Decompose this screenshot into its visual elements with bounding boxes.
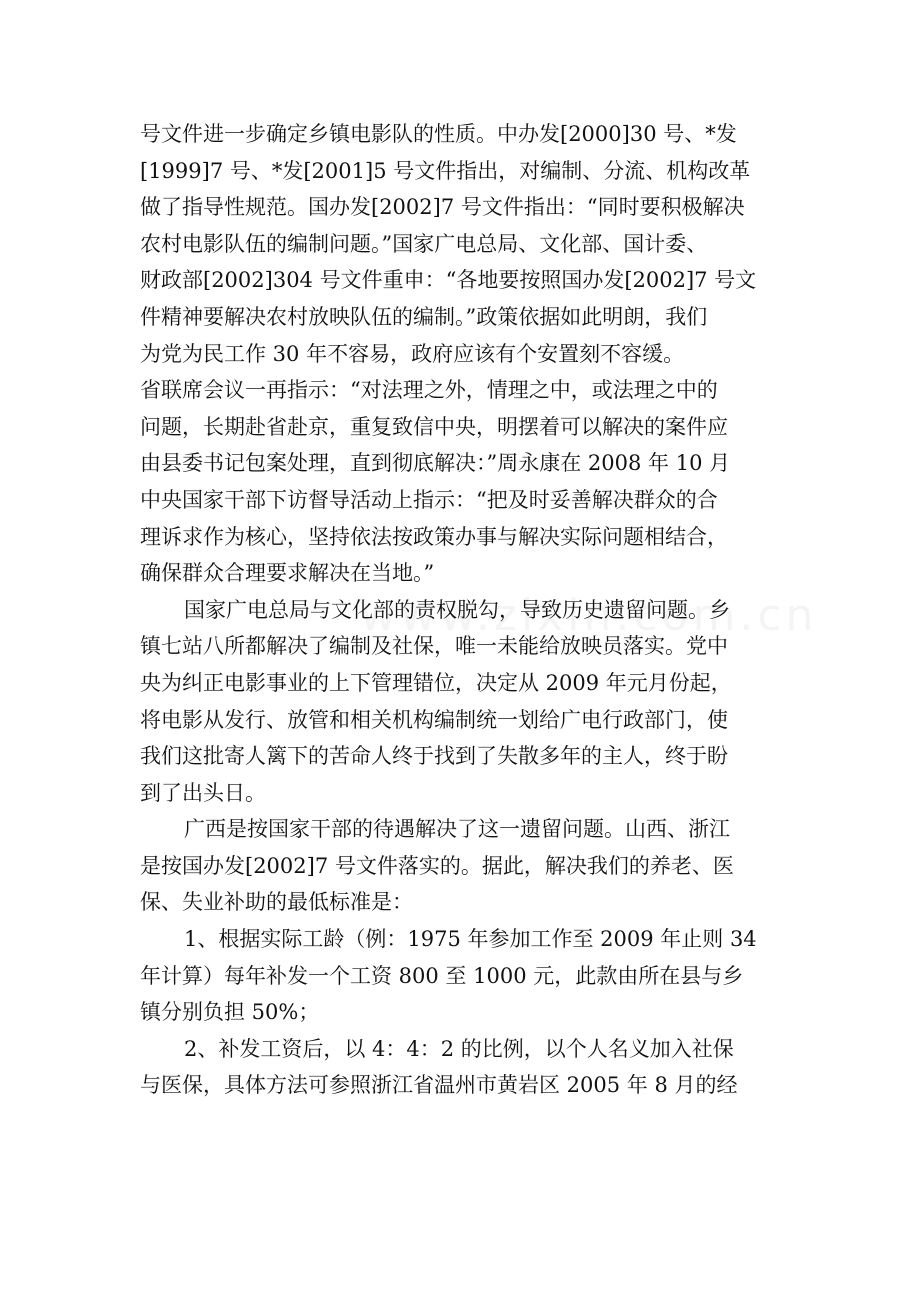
text-line: 镇七站八所都解决了编制及社保，唯一未能给放映员落实。党中 bbox=[140, 634, 728, 659]
text-line: 到了出头日。 bbox=[140, 780, 266, 805]
text-line: 广西是按国家干部的待遇解决了这一遗留问题。山西、浙江 bbox=[184, 817, 730, 842]
text-line: 号文件进一步确定乡镇电影队的性质。中办发[2000]30 号、*发 bbox=[140, 122, 737, 146]
text-line: 年计算）每年补发一个工资 800 至 1000 元，此款由所在县与乡 bbox=[140, 963, 744, 988]
body-text bbox=[140, 116, 786, 1104]
text-line: [1999]7 号、*发[2001]5 号文件指出，对编制、分流、机构改革 bbox=[140, 158, 751, 183]
text-line: 问题，长期赴省赴京，重复致信中央，明摆着可以解决的案件应 bbox=[140, 414, 728, 439]
text-line: 国家广电总局与文化部的责权脱勾，导致历史遗留问题。乡 bbox=[184, 597, 730, 622]
text-line: 为党为民工作 30 年不容易，政府应该有个安置刻不容缓。 bbox=[140, 341, 685, 366]
text-line: 2、补发工资后，以 4：4：2 的比例，以个人名义加入社保 bbox=[184, 1036, 734, 1061]
text-line: 财政部[2002]304 号文件重申：“各地要按照国办发[2002]7 号文 bbox=[140, 268, 757, 293]
text-line: 农村电影队伍的编制问题。”国家广电总局、文化部、国计委、 bbox=[140, 231, 708, 256]
text-line: 中央国家干部下访督导活动上指示：“把及时妥善解决群众的合 bbox=[140, 487, 718, 512]
text-line: 我们这批寄人篱下的苦命人终于找到了失散多年的主人，终于盼 bbox=[140, 744, 728, 769]
text-line: 1、根据实际工龄（例：1975 年参加工作至 2009 年止则 34 bbox=[184, 927, 757, 952]
text-line: 确保群众合理要求解决在当地。” bbox=[140, 561, 435, 586]
text-line: 保、失业补助的最低标准是： bbox=[140, 890, 413, 915]
text-line: 理诉求作为核心，坚持依法按政策办事与解决实际问题相结合， bbox=[140, 524, 728, 549]
text-line: 做了指导性规范。国办发[2002]7 号文件指出：“同时要积极解决 bbox=[140, 195, 745, 220]
text-line: 央为纠正电影事业的上下管理错位，决定从 2009 年元月份起， bbox=[140, 670, 732, 695]
text-line: 是按国办发[2002]7 号文件落实的。据此，解决我们的养老、医 bbox=[140, 853, 734, 878]
text-line: 由县委书记包案处理，直到彻底解决：”周永康在 2008 年 10 月 bbox=[140, 451, 731, 476]
text-line: 将电影从发行、放管和相关机构编制统一划给广电行政部门，使 bbox=[140, 707, 728, 732]
text-line: 件精神要解决农村放映队伍的编制。”政策依据如此明朗，我们 bbox=[140, 304, 708, 329]
text-line: 与医保，具体方法可参照浙江省温州市黄岩区 2005 年 8 月的经 bbox=[140, 1073, 738, 1098]
text-line: 镇分别负担 50%； bbox=[140, 1000, 320, 1025]
text-line: 省联席会议一再指示：“对法理之外，情理之中，或法理之中的 bbox=[140, 378, 718, 403]
